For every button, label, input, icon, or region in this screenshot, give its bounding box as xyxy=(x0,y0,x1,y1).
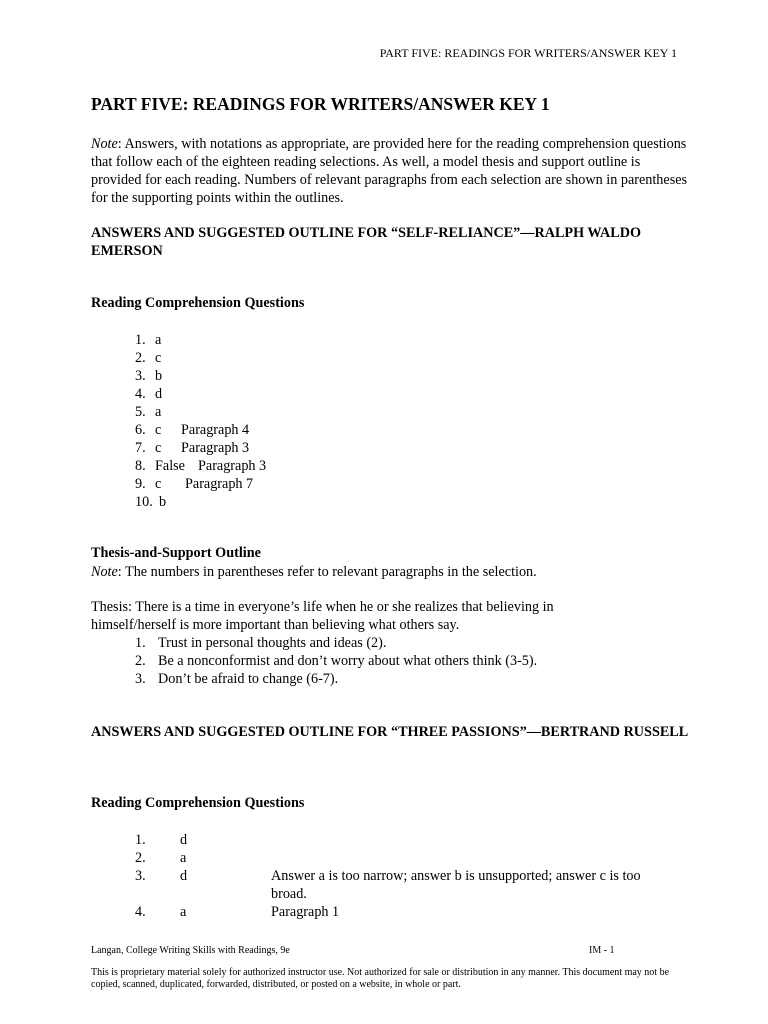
answer-item: 2. c xyxy=(135,350,162,366)
note-text: : Answers, with notations as appropriate, are provided here for the reading comprehension questions that follow each of the eighteen reading selections. As well, a model thesis and support outline is provided for each reading. Numbers of relevant paragraphs from each selection are shown in parentheses for the supporting points within the outlines. xyxy=(91,136,688,206)
answer-item: 6. c Paragraph 4 xyxy=(135,422,250,438)
section-heading-three-passions: ANSWERS AND SUGGESTED OUTLINE FOR “THREE PASSIONS”—BERTRAND RUSSELL xyxy=(91,724,689,740)
answer-item: 9. c Paragraph 7 xyxy=(135,476,254,492)
section-heading-self-reliance: ANSWERS AND SUGGESTED OUTLINE FOR “SELF-RELIANCE”—RALPH WALDO EMERSON xyxy=(91,225,641,259)
footer-source: Langan, College Writing Skills with Readings, 9e xyxy=(91,945,290,956)
reading-comprehension-heading-2: Reading Comprehension Questions xyxy=(91,795,305,811)
support-point: 3. Don’t be afraid to change (6-7). xyxy=(135,671,339,687)
thesis-statement: Thesis: There is a time in everyone’s life when he or she realizes that believing in himself/herself is more important than believing what others say. xyxy=(91,599,554,633)
support-point: 1. Trust in personal thoughts and ideas (2). xyxy=(135,635,387,651)
answer-item: 4. d xyxy=(135,386,163,402)
running-header: PART FIVE: READINGS FOR WRITERS/ANSWER KEY 1 xyxy=(379,46,677,60)
support-point: 2. Be a nonconformist and don’t worry about what others think (3-5). xyxy=(135,653,538,669)
copyright-notice: This is proprietary material solely for authorized instructor use. Not authorized for sale or distribution in any manner. This document may not be copied, scanned, duplicated, forwarded, distributed, or posted on a website, in whole or part. xyxy=(91,967,670,990)
answer-item: 10. b xyxy=(135,494,167,510)
answer-table: 1. d 2. a 3. d Answer a is too narrow; answer b is unsupported; answer c is too broad. 4. a Paragraph 1 xyxy=(135,832,641,920)
answer-item: 1. a xyxy=(135,332,162,348)
outline-heading: Thesis-and-Support Outline xyxy=(91,545,261,561)
answer-item: 3. b xyxy=(135,368,163,384)
outline-note xyxy=(91,563,691,581)
answer-item: 7. c Paragraph 3 xyxy=(135,440,250,456)
outline-note-label: Note xyxy=(91,564,118,580)
page-number: IM - 1 xyxy=(589,945,615,956)
answer-item: 5. a xyxy=(135,404,162,420)
intro-note xyxy=(91,135,691,207)
outline-note-text: : The numbers in parentheses refer to relevant paragraphs in the selection. xyxy=(117,564,537,580)
reading-comprehension-heading: Reading Comprehension Questions xyxy=(91,295,305,311)
support-points xyxy=(135,634,537,688)
page-title: PART FIVE: READINGS FOR WRITERS/ANSWER KEY 1 xyxy=(91,94,550,114)
answer-item: 8. False Paragraph 3 xyxy=(135,458,267,474)
note-label: Note xyxy=(91,136,118,152)
answer-list xyxy=(135,331,266,511)
